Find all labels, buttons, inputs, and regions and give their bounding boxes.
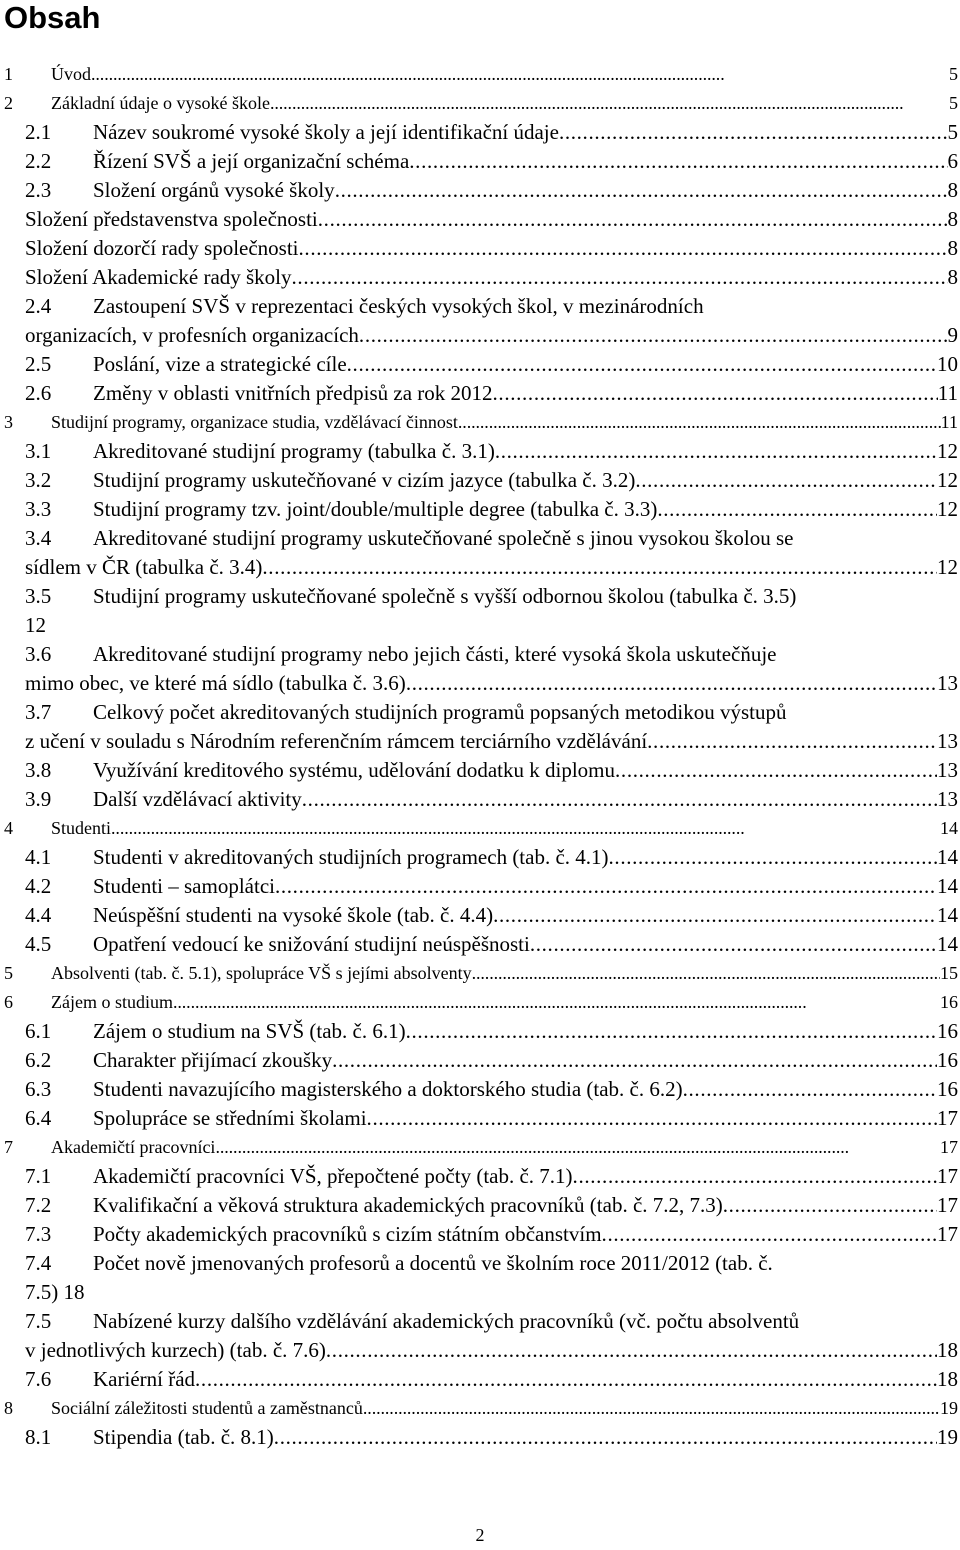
toc-entry-page: 12 (937, 468, 958, 492)
toc-entry-title-continued: z učení v souladu s Národním referenčním rámcem terciárního vzdělávání (25, 729, 648, 753)
toc-entry-page: 5 (949, 64, 958, 84)
toc-entry-page: 17 (937, 1164, 958, 1188)
dot-leader (173, 990, 940, 1014)
toc-entry-title: Akreditované studijní programy uskutečňované společně s jinou vysokou školou se (93, 526, 794, 550)
toc-entry-number: 1 (4, 64, 13, 84)
dot-leader (458, 410, 941, 434)
toc-entry-number: 3.6 (25, 642, 52, 666)
toc-entry-title: Studijní programy uskutečňované v cizím jazyce (tabulka č. 3.2) (93, 468, 636, 492)
toc-entry-page: 14 (937, 845, 958, 869)
toc-entry-title: Opatření vedoucí ke snižování studijní neúspěšnosti (93, 932, 530, 956)
toc-entry-title: Složení orgánů vysoké školy (93, 178, 335, 202)
toc-entry-title: Studijní programy tzv. joint/double/multiple degree (tabulka č. 3.3) (93, 497, 658, 521)
toc-entry-page: 13 (937, 729, 958, 753)
toc-entry-title-continued: organizacích, v profesních organizacích (25, 323, 359, 347)
toc-entry-page: 12 (937, 439, 958, 463)
toc-entry-title: Řízení SVŠ a její organizační schéma (93, 149, 410, 173)
dot-leader (573, 1164, 937, 1188)
dot-leader (493, 381, 938, 405)
toc-entry-number: 3.5 (25, 584, 52, 608)
toc-entry-title: Kariérní řád (93, 1367, 196, 1391)
toc-entry-title: Charakter přijímací zkoušky (93, 1048, 333, 1072)
toc-entry-title: Počty akademických pracovníků s cizím státním občanstvím (93, 1222, 602, 1246)
dot-leader (262, 555, 937, 579)
toc-entry-title: Studenti v akreditovaných studijních programech (tab. č. 4.1) (93, 845, 609, 869)
toc-entry-page: 9 (947, 323, 958, 347)
toc-entry-page: 14 (940, 818, 958, 838)
toc-entry-page: 11 (937, 381, 958, 405)
toc-entry-page: 14 (937, 932, 958, 956)
toc-entry-number: 5 (4, 963, 13, 983)
toc-entry-title: Studenti navazujícího magisterského a doktorského studia (tab. č. 6.2) (93, 1077, 683, 1101)
toc-entry-number: 7 (4, 1137, 13, 1157)
dot-leader (657, 497, 937, 521)
toc-entry-title: Akreditované studijní programy (tabulka č. 3.1) (93, 439, 495, 463)
toc-entry-number: 2 (4, 93, 13, 113)
toc-entry-page: 8 (947, 236, 958, 260)
toc-entry-title: Nabízené kurzy dalšího vzdělávání akademických pracovníků (vč. počtu absolventů (93, 1309, 800, 1333)
toc-entry-title: Celkový počet akreditovaných studijních programů popsaných metodikou výstupů (93, 700, 787, 724)
dot-leader (530, 932, 937, 956)
toc-entry-number: 8 (4, 1398, 13, 1418)
toc-heading: Obsah (4, 0, 101, 35)
toc-entry-number: 3.8 (25, 758, 52, 782)
toc-entry-number: 2.5 (25, 352, 52, 376)
toc-entry-page: 17 (940, 1137, 958, 1157)
toc-entry-number: 3.1 (25, 439, 52, 463)
toc-entry-title: Využívání kreditového systému, udělování dodatku k diplomu (93, 758, 616, 782)
dot-leader (347, 352, 937, 376)
dot-leader (635, 468, 937, 492)
dot-leader (409, 149, 947, 173)
dot-leader (111, 816, 940, 840)
toc-entry-title: Počet nově jmenovaných profesorů a docentů ve školním roce 2011/2012 (tab. č. (93, 1251, 773, 1275)
toc-entry-number: 2.6 (25, 381, 52, 405)
page-number: 2 (475, 1525, 485, 1545)
dot-leader (472, 961, 940, 985)
toc-entry-title: Akreditované studijní programy nebo jejich části, které vysoká škola uskutečňuje (93, 642, 777, 666)
toc-entry-title: Spolupráce se středními školami (93, 1106, 367, 1130)
dot-leader (302, 787, 937, 811)
toc-entry-page: 17 (937, 1222, 958, 1246)
dot-leader (359, 323, 948, 347)
toc-entry-page: 12 (937, 555, 958, 579)
toc-entry-number: 7.3 (25, 1222, 52, 1246)
toc-entry-title: Studijní programy uskutečňované společně s vyšší odbornou školou (tabulka č. 3.5) (93, 584, 797, 608)
toc-entry-title: Poslání, vize a strategické cíle (93, 352, 347, 376)
toc-entry-number: 6 (4, 992, 13, 1012)
toc-entry-title: Neúspěšní studenti na vysoké škole (tab. č. 4.4) (93, 903, 494, 927)
toc-entry-page: 8 (947, 265, 958, 289)
dot-leader (406, 1019, 937, 1043)
toc-entry-number: 4.4 (25, 903, 52, 927)
dot-leader (270, 91, 949, 115)
toc-entry-number: 2.4 (25, 294, 52, 318)
toc-entry-page: 13 (937, 787, 958, 811)
dot-leader (195, 1367, 937, 1391)
dot-leader (332, 1048, 937, 1072)
toc-entry-number: 2.2 (25, 149, 52, 173)
toc-entry-title: Studijní programy, organizace studia, vzdělávací činnost (51, 412, 458, 432)
toc-entry-page: 15 (940, 963, 958, 983)
toc-entry-number: 3 (4, 412, 13, 432)
toc-entry-title-continued: sídlem v ČR (tabulka č. 3.4) (25, 555, 263, 579)
toc-entry-number: 2.1 (25, 120, 52, 144)
toc-entry-page: 14 (937, 874, 958, 898)
toc-entry-number: 4.1 (25, 845, 52, 869)
toc-entry-number: 3.7 (25, 700, 52, 724)
dot-leader (495, 439, 937, 463)
toc-entry-page: 5 (947, 120, 958, 144)
toc-entry-title: Zájem o studium na SVŠ (tab. č. 6.1) (93, 1019, 406, 1043)
toc-entry-title: Základní údaje o vysoké škole (51, 93, 270, 113)
toc-entry-page: 6 (947, 149, 958, 173)
dot-leader (615, 758, 937, 782)
toc-entry-page: 13 (937, 671, 958, 695)
toc-entry-number: 6.4 (25, 1106, 52, 1130)
toc-entry-number: 3.3 (25, 497, 52, 521)
dot-leader (723, 1193, 937, 1217)
toc-entry-title: Složení dozorčí rady společnosti (25, 236, 299, 260)
toc-entry-page: 16 (937, 1077, 958, 1101)
toc-entry-title: Zájem o studium (51, 992, 173, 1012)
toc-entry-title: Změny v oblasti vnitřních předpisů za rok 2012 (93, 381, 493, 405)
toc-entry-page: 18 (937, 1367, 958, 1391)
dot-leader (275, 874, 937, 898)
toc-entry-page: 12 (937, 497, 958, 521)
toc-entry-page: 8 (947, 207, 958, 231)
dot-leader (609, 845, 937, 869)
toc-entry-page: 10 (937, 352, 958, 376)
toc-entry-title-continued: mimo obec, ve které má sídlo (tabulka č. 3.6) (25, 671, 406, 695)
toc-entry-page: 14 (937, 903, 958, 927)
toc-entry-page: 8 (947, 178, 958, 202)
toc-entry-title: Název soukromé vysoké školy a její identifikační údaje (93, 120, 559, 144)
toc-entry-title: Akademičtí pracovníci VŠ, přepočtené počty (tab. č. 7.1) (93, 1164, 573, 1188)
toc-entry-page: 19 (937, 1425, 958, 1449)
dot-leader (292, 265, 948, 289)
toc-entry-title: Studenti (51, 818, 112, 838)
dot-leader (91, 62, 949, 86)
toc-entry-page: 5 (949, 93, 958, 113)
dot-leader (683, 1077, 937, 1101)
toc-entry-number: 7.5 (25, 1309, 52, 1333)
toc-entry-page: 16 (937, 1048, 958, 1072)
toc-entry-page: 18 (937, 1338, 958, 1362)
toc-entry-number: 3.4 (25, 526, 52, 550)
toc-entry-number: 7.2 (25, 1193, 52, 1217)
toc-entry-page: 17 (937, 1193, 958, 1217)
dot-leader (215, 1135, 940, 1159)
toc-entry-page: 11 (940, 412, 958, 432)
toc-entry-number: 4.5 (25, 932, 52, 956)
toc-entry-title: Úvod (51, 64, 91, 84)
dot-leader (318, 207, 948, 231)
toc-entry-title: Studenti – samoplátci (93, 874, 275, 898)
toc-entry-number: 4 (4, 818, 13, 838)
toc-entry-title-continued: v jednotlivých kurzech) (tab. č. 7.6) (25, 1338, 326, 1362)
dot-leader (299, 236, 948, 260)
dot-leader (647, 729, 937, 753)
toc-entry-title-continued: 7.5) 18 (25, 1280, 85, 1304)
toc-entry-title: Složení představenstva společnosti (25, 207, 318, 231)
toc-entry-number: 3.9 (25, 787, 52, 811)
toc-entry-number: 7.4 (25, 1251, 52, 1275)
toc-entry-page: 13 (937, 758, 958, 782)
toc-entry-title: Stipendia (tab. č. 8.1) (93, 1425, 274, 1449)
dot-leader (559, 120, 948, 144)
dot-leader (602, 1222, 937, 1246)
toc-entry-number: 7.1 (25, 1164, 52, 1188)
dot-leader (326, 1338, 937, 1362)
toc-entry-number: 8.1 (25, 1425, 52, 1449)
toc-entry-number: 6.1 (25, 1019, 52, 1043)
toc-entry-number: 6.2 (25, 1048, 52, 1072)
dot-leader (335, 178, 948, 202)
toc-entry-title: Zastoupení SVŠ v reprezentaci českých vysokých škol, v mezinárodních (93, 294, 704, 318)
dot-leader (274, 1425, 937, 1449)
toc-entry-title: Absolventi (tab. č. 5.1), spolupráce VŠ s jejími absolventy (51, 963, 472, 983)
dot-leader (367, 1106, 937, 1130)
toc-entry-title: Kvalifikační a věková struktura akademických pracovníků (tab. č. 7.2, 7.3) (93, 1193, 723, 1217)
toc-entry-title: Sociální záležitosti studentů a zaměstnanců (51, 1398, 363, 1418)
toc-entry-page: 16 (937, 1019, 958, 1043)
toc-entry-page: 17 (937, 1106, 958, 1130)
toc-entry-number: 3.2 (25, 468, 52, 492)
toc-entry-title: Další vzdělávací aktivity (93, 787, 302, 811)
toc-entry-number: 6.3 (25, 1077, 52, 1101)
toc-entry-title-continued: 12 (25, 613, 46, 637)
toc-entry-number: 4.2 (25, 874, 52, 898)
dot-leader (493, 903, 937, 927)
toc-entry-title: Složení Akademické rady školy (25, 265, 292, 289)
dot-leader (406, 671, 937, 695)
dot-leader (363, 1396, 940, 1420)
toc-entry-page: 19 (940, 1398, 958, 1418)
toc-entry-page: 16 (940, 992, 958, 1012)
toc-entry-number: 2.3 (25, 178, 52, 202)
toc-entry-number: 7.6 (25, 1367, 52, 1391)
toc-entry-title: Akademičtí pracovníci (51, 1137, 216, 1157)
